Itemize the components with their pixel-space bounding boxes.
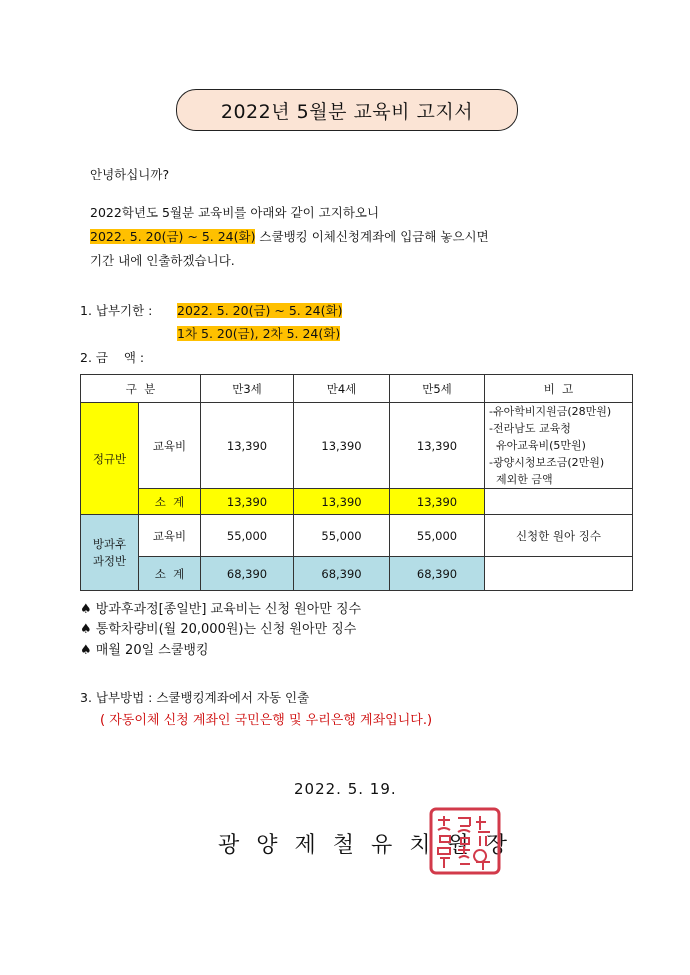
header-category: 구 분 xyxy=(81,375,201,403)
afterschool-subtotal-label: 소 계 xyxy=(139,557,201,591)
bullet-text: 방과후과정[종일반] 교육비는 신청 원아만 징수 xyxy=(95,602,362,617)
regular-subtotal-age3: 13,390 xyxy=(201,489,294,515)
afterschool-group-line: 방과후 xyxy=(92,536,127,551)
intro-line-1: 2022학년도 5월분 교육비를 아래와 같이 고지하오니 xyxy=(90,205,380,220)
regular-note: -전라남도 교육청 xyxy=(489,422,571,435)
afterschool-subtotal-age3: 68,390 xyxy=(201,557,294,591)
header-age3: 만3세 xyxy=(201,375,294,403)
spade-icon: ♠ xyxy=(80,622,92,637)
issue-date: 2022. 5. 19. xyxy=(294,780,397,798)
principal-signature: 광양제철유치원장 xyxy=(218,833,525,858)
afterschool-note: 신청한 원아 징수 xyxy=(485,515,633,557)
bullet-item xyxy=(80,598,361,617)
payment-period-text: 2022. 5. 20(금) ~ 5. 24(화) xyxy=(177,303,343,318)
table-row xyxy=(81,403,633,489)
afterschool-subtotal-age5: 68,390 xyxy=(390,557,485,591)
regular-subtotal-age4: 13,390 xyxy=(294,489,390,515)
regular-note: -광양시청보조금(2만원) xyxy=(489,456,605,469)
afterschool-subtotal-age4: 68,390 xyxy=(294,557,390,591)
afterschool-subtotal-remarks xyxy=(485,557,633,591)
spade-icon: ♠ xyxy=(80,602,92,617)
section3-label: 3. 납부방법 : 스쿨뱅킹계좌에서 자동 인출 xyxy=(80,690,310,705)
regular-fee-label: 교육비 xyxy=(139,403,201,489)
table-row xyxy=(81,557,633,591)
regular-note: -유아학비지원금(28만원) xyxy=(489,405,612,418)
regular-fee-age5: 13,390 xyxy=(390,403,485,489)
spade-icon: ♠ xyxy=(80,643,92,658)
intro-line-2 xyxy=(90,227,489,245)
regular-fee-age4: 13,390 xyxy=(294,403,390,489)
afterschool-group-line: 과정반 xyxy=(92,553,127,568)
section2-label: 2. 금 액 : xyxy=(80,350,145,365)
payment-rounds xyxy=(177,324,340,342)
bullet-item xyxy=(80,618,356,637)
title-text: 2022년 5월분 교육비 고지서 xyxy=(220,100,474,123)
period-highlight: 2022. 5. 20(금) ~ 5. 24(화) xyxy=(90,229,256,244)
afterschool-fee-age4: 55,000 xyxy=(294,515,390,557)
payment-rounds-text: 1차 5. 20(금), 2차 5. 24(화) xyxy=(177,326,341,341)
intro-line-3: 기간 내에 인출하겠습니다. xyxy=(90,253,235,268)
table-header-row xyxy=(81,375,633,403)
fee-table xyxy=(80,374,633,591)
afterschool-fee-age3: 55,000 xyxy=(201,515,294,557)
table-row xyxy=(81,489,633,515)
seal-glyphs xyxy=(438,816,490,870)
regular-notes xyxy=(485,403,633,489)
regular-group-label: 정규반 xyxy=(81,403,139,515)
regular-subtotal-remarks xyxy=(485,489,633,515)
greeting: 안녕하십니까? xyxy=(90,167,170,182)
section1-label: 1. 납부기한 : xyxy=(80,303,153,318)
regular-note: 제외한 금액 xyxy=(489,473,553,486)
payment-period xyxy=(177,301,342,319)
regular-subtotal-label: 소 계 xyxy=(139,489,201,515)
bullet-text: 매월 20일 스쿨뱅킹 xyxy=(95,643,209,658)
intro-line-2-rest: 스쿨뱅킹 이체신청계좌에 입금해 놓으시면 xyxy=(255,229,489,244)
afterschool-fee-label: 교육비 xyxy=(139,515,201,557)
header-age5: 만5세 xyxy=(390,375,485,403)
bullet-text: 통학차량비(월 20,000원)는 신청 원아만 징수 xyxy=(95,622,357,637)
header-age4: 만4세 xyxy=(294,375,390,403)
afterschool-fee-age5: 55,000 xyxy=(390,515,485,557)
regular-note: 유아교육비(5만원) xyxy=(489,439,586,452)
regular-fee-age3: 13,390 xyxy=(201,403,294,489)
regular-subtotal-age5: 13,390 xyxy=(390,489,485,515)
afterschool-group-label xyxy=(81,515,139,591)
table-row xyxy=(81,515,633,557)
header-remarks: 비 고 xyxy=(485,375,633,403)
section3-note: ( 자동이체 신청 계좌인 국민은행 및 우리은행 계좌입니다.) xyxy=(100,713,433,728)
official-seal xyxy=(428,806,502,876)
document-title xyxy=(176,89,518,131)
bullet-item xyxy=(80,639,209,658)
